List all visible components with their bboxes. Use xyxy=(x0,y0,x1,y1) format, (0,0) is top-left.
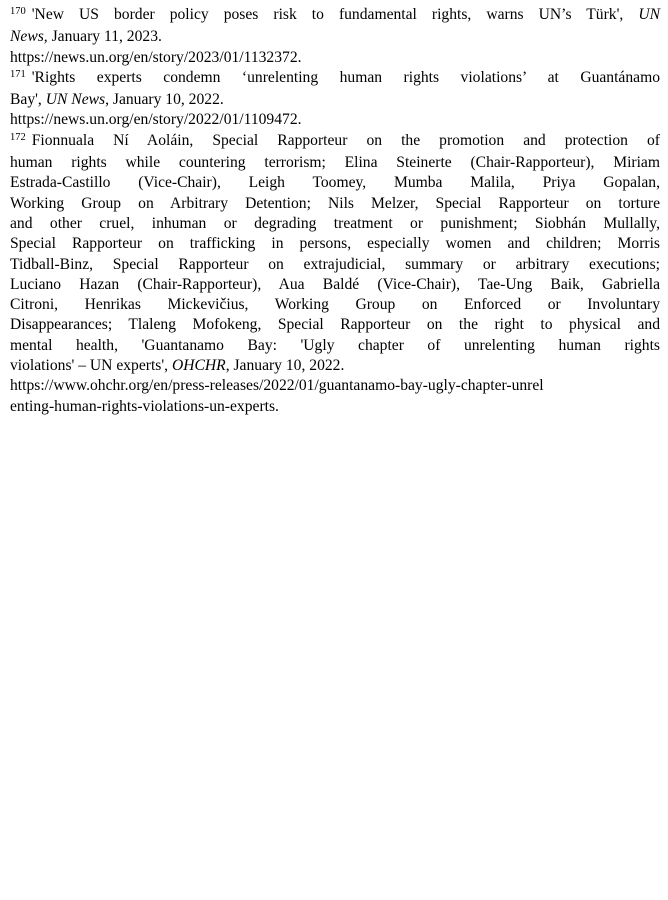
footnote-line xyxy=(10,275,660,295)
footnote-number: 172 xyxy=(10,131,26,143)
footnote-line xyxy=(10,356,660,376)
footnote-number: 170 xyxy=(10,6,26,17)
footnote-170 xyxy=(10,5,660,68)
text-segment: , January 10, 2022. xyxy=(225,357,345,375)
footnote-number: 171 xyxy=(10,68,26,80)
footnote-line xyxy=(10,315,660,335)
text-segment-italic: OHCHR xyxy=(171,357,226,375)
footnote-line xyxy=(10,173,660,193)
text-segment: Luciano Hazan (Chair-Rapporteur), Aua Baldé (Vice-Chair), Tae-Ung Baik, Gabriella xyxy=(10,275,660,293)
footnote-line xyxy=(10,397,660,417)
footnote-line xyxy=(10,376,660,396)
text-segment: enting-human-rights-violations-un-experts. xyxy=(10,397,279,415)
text-segment-italic: UN News xyxy=(45,91,106,109)
footnote-line xyxy=(10,153,660,173)
text-segment: 'New US border policy poses risk to fundamental rights, warns UN’s Türk', xyxy=(31,6,639,23)
footnote-172 xyxy=(10,131,660,417)
text-segment: , January 10, 2022. xyxy=(105,91,224,109)
text-segment: January 11, 2023. xyxy=(47,28,162,46)
footnote-line xyxy=(10,48,660,68)
footnote-line xyxy=(10,5,660,27)
footnote-line xyxy=(10,194,660,214)
footnote-line xyxy=(10,90,660,110)
footnote-line xyxy=(10,234,660,254)
text-segment: human rights while countering terrorism; Elina Steinerte (Chair-Rapporteur), Miriam xyxy=(10,154,660,172)
footnote-171 xyxy=(10,68,660,131)
footnote-line xyxy=(10,255,660,275)
text-segment-italic: UN xyxy=(638,6,660,23)
footnote-line xyxy=(10,214,660,234)
text-segment: Fionnuala Ní Aoláin, Special Rapporteur on the promotion and protection of xyxy=(31,131,660,149)
text-segment-italic: News, xyxy=(10,28,48,46)
text-segment: https://www.ohchr.org/en/press-releases/2022/01/guantanamo-bay-ugly-chapter-unrel xyxy=(10,377,544,395)
text-segment: Tidball-Binz, Special Rapporteur on extrajudicial, summary or arbitrary executions; xyxy=(10,255,660,273)
text-segment: and other cruel, inhuman or degrading treatment or punishment; Siobhán Mullally, xyxy=(10,214,660,232)
text-segment: 'Rights experts condemn ‘unrelenting human rights violations’ at Guantánamo xyxy=(31,68,660,86)
text-segment: Working Group on Arbitrary Detention; Nils Melzer, Special Rapporteur on torture xyxy=(10,194,660,212)
footnotes-section xyxy=(10,5,660,417)
footnote-line xyxy=(10,295,660,315)
footnote-line xyxy=(10,27,660,47)
text-segment: violations' – UN experts', xyxy=(10,357,172,375)
text-segment: Special Rapporteur on trafficking in persons, especially women and children; Morris xyxy=(10,235,660,253)
text-segment: mental health, 'Guantanamo Bay: 'Ugly chapter of unrelenting human rights xyxy=(10,336,660,354)
text-segment: Disappearances; Tlaleng Mofokeng, Special Rapporteur on the right to physical and xyxy=(10,316,660,334)
footnote-line xyxy=(10,131,660,153)
text-segment: https://news.un.org/en/story/2023/01/1132372. xyxy=(10,48,302,66)
text-segment: Estrada-Castillo (Vice-Chair), Leigh Toomey, Mumba Malila, Priya Gopalan, xyxy=(10,174,660,192)
text-segment: https://news.un.org/en/story/2022/01/1109472. xyxy=(10,111,302,129)
text-segment: Citroni, Henrikas Mickevičius, Working Group on Enforced or Involuntary xyxy=(10,296,660,314)
footnote-line xyxy=(10,336,660,356)
footnote-line xyxy=(10,68,660,90)
footnote-line xyxy=(10,110,660,130)
text-segment: Bay', xyxy=(10,91,46,109)
